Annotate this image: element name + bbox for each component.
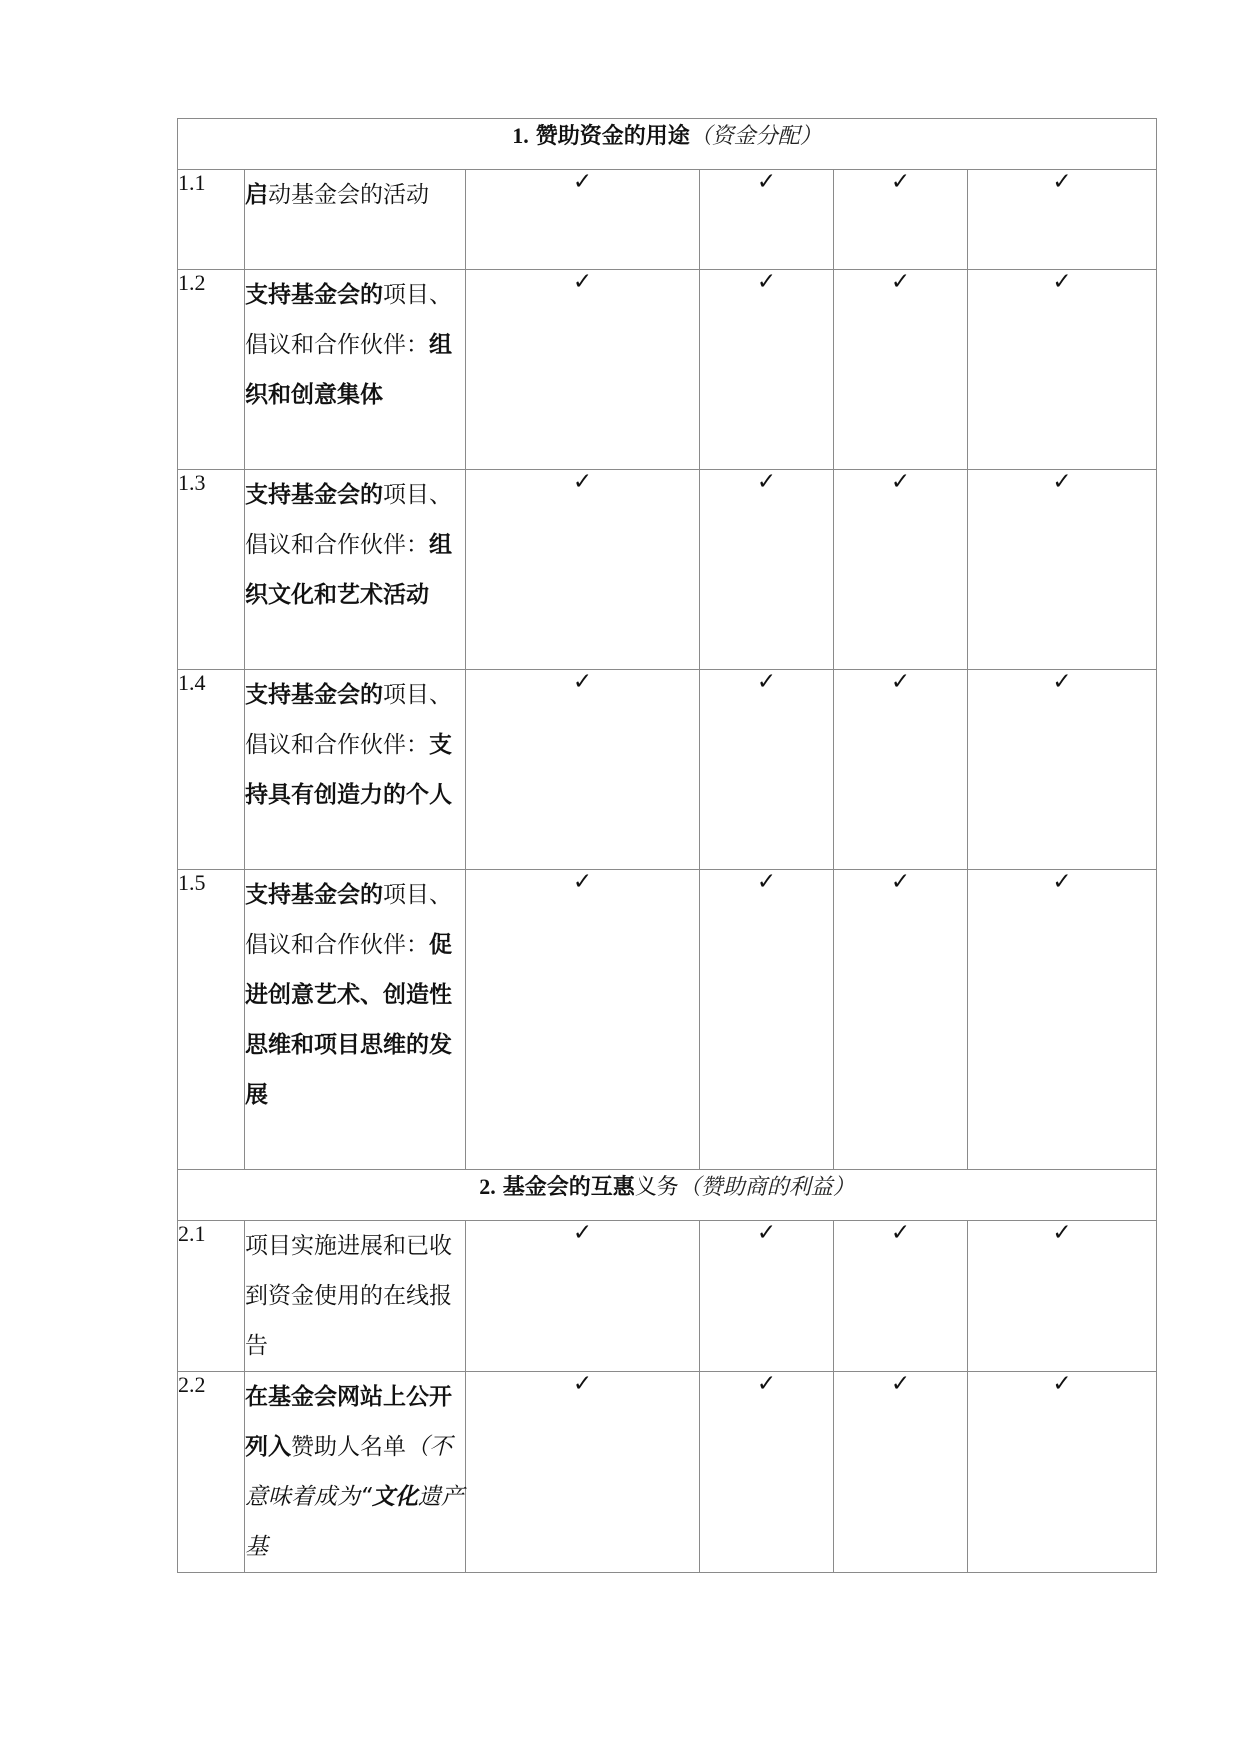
check-mark-icon: ✓ <box>1052 669 1072 695</box>
check-cell <box>700 1221 834 1372</box>
check-mark-icon: ✓ <box>890 169 911 195</box>
check-cell <box>466 1372 700 1573</box>
check-mark-icon: ✓ <box>890 469 911 495</box>
description-segment: 支持基金会的 <box>245 282 383 308</box>
check-mark-icon: ✓ <box>756 1371 777 1397</box>
check-mark-icon: ✓ <box>756 469 777 495</box>
check-cell <box>466 270 700 470</box>
table-row <box>178 270 1157 470</box>
table-row <box>178 470 1157 670</box>
table-row <box>178 1221 1157 1372</box>
section-1-header-row <box>178 119 1157 170</box>
check-mark-icon: ✓ <box>890 1371 911 1397</box>
description-segment: 项目、倡议和合作伙伴： <box>245 682 452 758</box>
section-2-number: 2. <box>479 1174 496 1199</box>
check-mark-icon: ✓ <box>756 1220 777 1246</box>
row-description <box>245 1221 466 1372</box>
check-mark-icon: ✓ <box>1052 1371 1072 1397</box>
check-cell <box>968 1372 1157 1573</box>
check-cell <box>834 1221 968 1372</box>
check-mark-icon: ✓ <box>1052 869 1072 895</box>
check-mark-icon: ✓ <box>756 269 777 295</box>
description-segment: 遗产基 <box>245 1484 464 1560</box>
check-mark-icon: ✓ <box>756 169 777 195</box>
section-1-subtitle: （资金分配） <box>689 124 822 149</box>
check-cell <box>968 870 1157 1170</box>
check-cell <box>466 170 700 270</box>
row-number: 2.2 <box>178 1372 245 1573</box>
table-row <box>178 670 1157 870</box>
table-row <box>178 170 1157 270</box>
description-segment: 动基金会的活动 <box>268 182 429 208</box>
row-description <box>245 670 466 870</box>
description-segment: 支持具有创造力的个人 <box>245 732 452 808</box>
check-cell <box>968 670 1157 870</box>
section-1-title: 赞助资金的用途 <box>535 124 690 149</box>
section-2-header-row <box>178 1170 1157 1221</box>
description-segment: 在基金会网站上公开列入 <box>245 1384 452 1460</box>
check-cell <box>466 670 700 870</box>
description-segment: 启 <box>245 182 268 208</box>
description-segment: 支持基金会的 <box>245 482 383 508</box>
row-description <box>245 870 466 1170</box>
row-number: 2.1 <box>178 1221 245 1372</box>
check-mark-icon: ✓ <box>572 869 593 895</box>
check-mark-icon: ✓ <box>572 169 593 195</box>
check-mark-icon: ✓ <box>1052 1220 1072 1246</box>
section-2-title: 基金会的互惠 <box>502 1175 635 1200</box>
row-number: 1.4 <box>178 670 245 870</box>
sponsorship-table <box>177 118 1157 1573</box>
row-description <box>245 1372 466 1573</box>
description-segment: 文化 <box>371 1484 418 1510</box>
check-mark-icon: ✓ <box>1052 169 1072 195</box>
row-number: 1.2 <box>178 270 245 470</box>
check-mark-icon: ✓ <box>890 1220 911 1246</box>
check-cell <box>834 670 968 870</box>
section-1-number: 1. <box>512 123 529 148</box>
row-number: 1.3 <box>178 470 245 670</box>
check-cell <box>968 170 1157 270</box>
section-2-title-plain: 义务 <box>634 1175 679 1200</box>
check-cell <box>700 670 834 870</box>
check-mark-icon: ✓ <box>890 669 911 695</box>
description-segment: 项目、倡议和合作伙伴： <box>245 282 452 358</box>
check-mark-icon: ✓ <box>890 869 911 895</box>
description-segment: 项目、倡议和合作伙伴： <box>245 882 452 958</box>
description-segment: 支持基金会的 <box>245 882 383 908</box>
check-mark-icon: ✓ <box>572 669 593 695</box>
check-mark-icon: ✓ <box>1052 269 1072 295</box>
description-segment: 组织文化和艺术活动 <box>245 532 452 608</box>
check-cell <box>700 170 834 270</box>
check-cell <box>834 1372 968 1573</box>
description-segment: 支持基金会的 <box>245 682 383 708</box>
check-cell <box>466 870 700 1170</box>
description-segment: 促进创意艺术、创造性思维和项目思维的发展 <box>245 932 452 1108</box>
check-cell <box>834 470 968 670</box>
table-row <box>178 1372 1157 1573</box>
description-segment: 组织和创意集体 <box>245 332 452 408</box>
table-row <box>178 870 1157 1170</box>
description-segment: 赞助人名单 <box>291 1434 406 1460</box>
check-cell <box>968 270 1157 470</box>
check-cell <box>466 470 700 670</box>
section-1-header <box>178 119 1157 170</box>
check-mark-icon: ✓ <box>572 469 593 495</box>
check-cell <box>834 270 968 470</box>
row-description <box>245 270 466 470</box>
description-segment: 项目实施进展和已收到资金使用的在线报告 <box>245 1233 452 1359</box>
check-cell <box>700 270 834 470</box>
check-mark-icon: ✓ <box>572 1371 593 1397</box>
check-mark-icon: ✓ <box>756 669 777 695</box>
check-mark-icon: ✓ <box>1052 469 1072 495</box>
section-2-header <box>178 1170 1157 1221</box>
check-cell <box>700 1372 834 1573</box>
check-cell <box>968 470 1157 670</box>
check-mark-icon: ✓ <box>572 269 593 295</box>
row-description <box>245 470 466 670</box>
check-cell <box>834 170 968 270</box>
section-2-subtitle: （赞助商的利益） <box>678 1175 855 1200</box>
check-cell <box>700 470 834 670</box>
check-cell <box>834 870 968 1170</box>
row-number: 1.1 <box>178 170 245 270</box>
row-description <box>245 170 466 270</box>
check-cell <box>466 1221 700 1372</box>
check-mark-icon: ✓ <box>890 269 911 295</box>
description-segment: 项目、倡议和合作伙伴： <box>245 482 452 558</box>
description-segment: （不意味着成为“ <box>245 1434 452 1510</box>
check-cell <box>968 1221 1157 1372</box>
check-mark-icon: ✓ <box>572 1220 593 1246</box>
check-mark-icon: ✓ <box>756 869 777 895</box>
row-number: 1.5 <box>178 870 245 1170</box>
check-cell <box>700 870 834 1170</box>
